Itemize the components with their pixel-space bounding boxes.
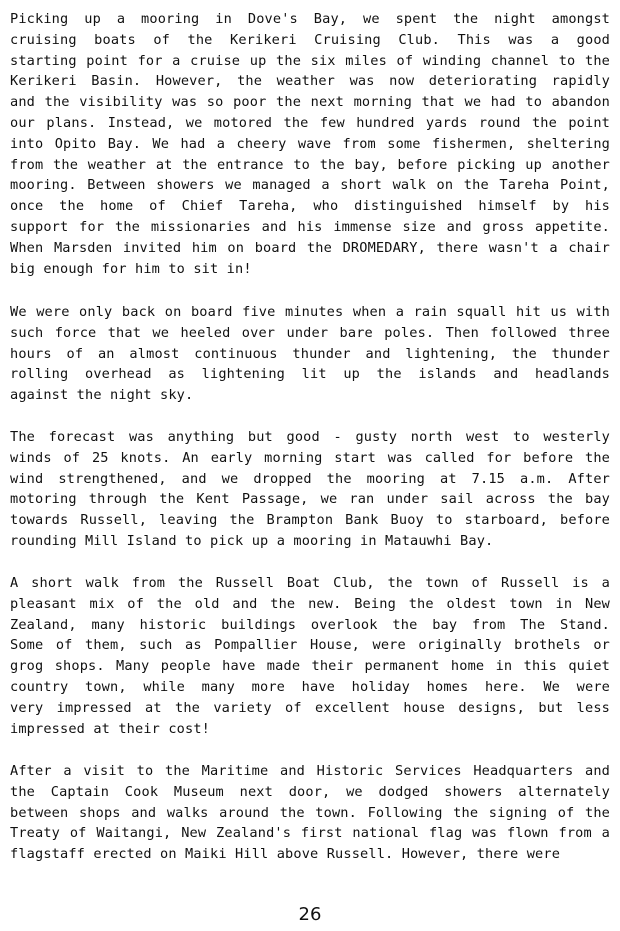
text-line: once the home of Chief Tareha, who distinguished himself by his	[10, 198, 610, 215]
text-line: Some of them, such as Pompallier House, were originally brothels or	[10, 637, 610, 654]
text-line: against the night sky.	[10, 387, 194, 404]
text-line: Kerikeri Basin. However, the weather was now deteriorating rapidly	[10, 73, 610, 90]
text-line: into Opito Bay. We had a cheery wave from some fishermen, sheltering	[10, 135, 610, 152]
text-line: and the visibility was so poor the next morning that we had to abandon	[10, 94, 610, 111]
text-line: rounding Mill Island to pick up a mooring in Matauwhi Bay.	[10, 532, 494, 549]
text-line: support for the missionaries and his immense size and gross appetite.	[10, 218, 610, 235]
text-line: We were only back on board five minutes when a rain squall hit us with	[10, 304, 610, 320]
paragraph-forecast	[10, 427, 610, 552]
text-line: When Marsden invited him on board the DROMEDARY, there wasn't a chair	[10, 239, 610, 256]
text-line: such force that we heeled over under bare poles. Then followed three	[10, 324, 610, 341]
text-line: winds of 25 knots. An early morning start was called for before the	[10, 449, 610, 466]
text-line: mooring. Between showers we managed a short walk on the Tareha Point,	[10, 177, 610, 194]
text-line: After a visit to the Maritime and Historic Services Headquarters and	[10, 763, 610, 779]
text-line: cruising boats of the Kerikeri Cruising Club. This was a good	[10, 31, 610, 48]
text-line: Picking up a mooring in Dove's Bay, we spent the night amongst	[10, 11, 610, 27]
page-number: 26	[298, 904, 322, 925]
text-line: towards Russell, leaving the Brampton Bank Buoy to starboard, before	[10, 512, 610, 529]
text-line: hours of an almost continuous thunder and lightening, the thunder	[10, 345, 610, 362]
paragraph-russell-town	[10, 573, 610, 739]
text-line: wind strengthened, and we dropped the mooring at 7.15 a.m. After	[10, 470, 610, 487]
text-line: country town, while many more have holiday homes here. We were	[10, 678, 610, 695]
text-line: motoring through the Kent Passage, we ran under sail across the bay	[10, 491, 610, 508]
text-line: big enough for him to sit in!	[10, 260, 252, 277]
text-line: our plans. Instead, we motored the few hundred yards round the point	[10, 114, 610, 131]
text-line: flagstaff erected on Maiki Hill above Russell. However, there were	[10, 846, 561, 863]
text-line: between shops and walks around the town. Following the signing of the	[10, 804, 610, 821]
text-line: from the weather at the entrance to the bay, before picking up another	[10, 156, 610, 173]
paragraph-maritime-visit	[10, 761, 610, 865]
text-line: grog shops. Many people have made their permanent home in this quiet	[10, 658, 610, 675]
text-line: The forecast was anything but good - gusty north west to westerly	[10, 429, 610, 445]
text-line: rolling overhead as lightening lit up the islands and headlands	[10, 366, 610, 383]
text-line: the Captain Cook Museum next door, we dodged showers alternately	[10, 783, 610, 800]
text-line: A short walk from the Russell Boat Club, the town of Russell is a	[10, 575, 610, 591]
text-line: Treaty of Waitangi, New Zealand's first national flag was flown from a	[10, 825, 610, 842]
paragraph-rain-squall	[10, 302, 610, 406]
text-line: very impressed at the variety of excellent house designs, but less	[10, 699, 610, 716]
text-line: pleasant mix of the old and the new. Being the oldest town in New	[10, 595, 610, 612]
text-line: starting point for a cruise up the six miles of winding channel to the	[10, 52, 610, 69]
paragraph-dove-bay	[10, 9, 610, 279]
text-line: Zealand, many historic buildings overlook the bay from The Stand.	[10, 616, 610, 633]
text-line: impressed at their cost!	[10, 720, 211, 737]
